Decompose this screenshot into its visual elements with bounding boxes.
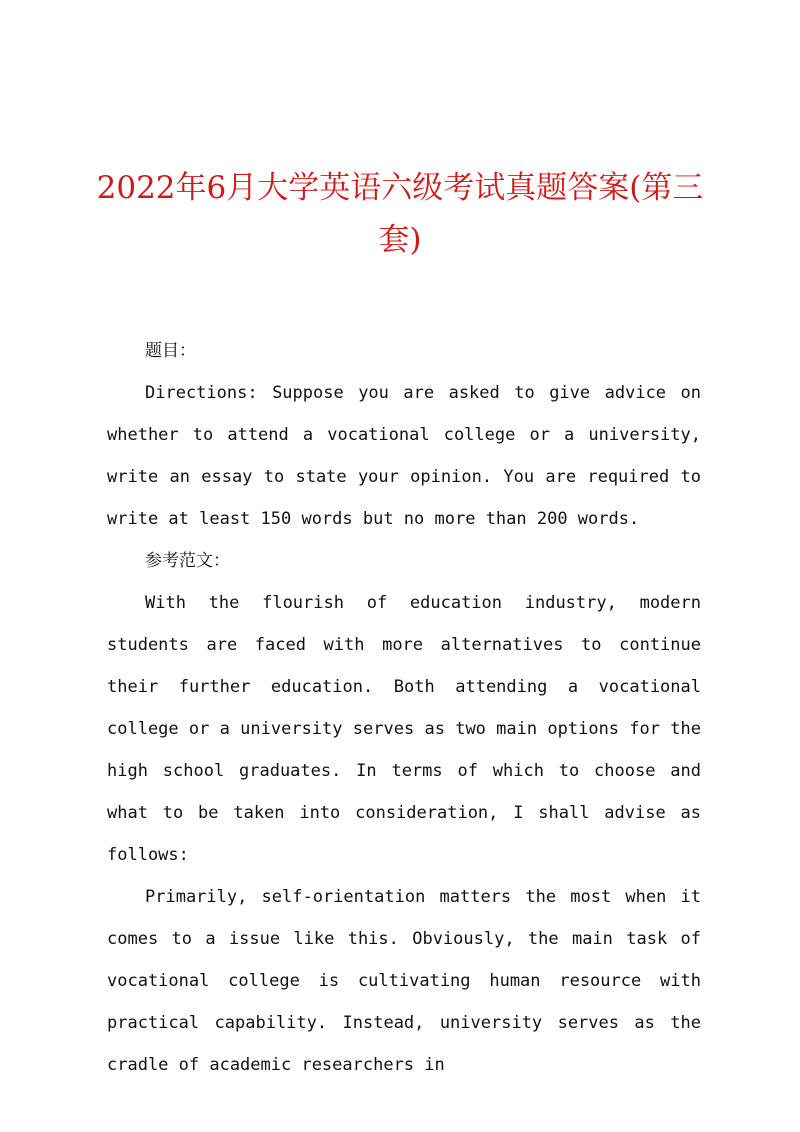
section-label-question: 题目： — [145, 341, 196, 361]
section-label-sample-essay: 参考范文： — [145, 551, 230, 571]
essay-paragraph-1: With the flourish of education industry, modern students are faced with more alternatives to continue their further education. Both attending a vocational college or a university serves as two main options for the high school graduates. In terms of which to choose and what to be taken into consideration, I shall advise as follows: — [107, 593, 701, 865]
document-body — [107, 330, 701, 1086]
directions-paragraph: Directions: Suppose you are asked to give advice on whether to attend a vocational college or a university, write an essay to state your opinion. You are required to write at least 150 words but no more than 200 words. — [107, 383, 701, 529]
document-title: 2022年6月大学英语六级考试真题答案(第三套) — [96, 170, 704, 258]
essay-paragraph-2: Primarily, self-orientation matters the most when it comes to a issue like this. Obviously, the main task of vocational college is cultivating human resource with practical capability. Instead, university serves as the cradle of academic researchers in — [107, 887, 701, 1075]
